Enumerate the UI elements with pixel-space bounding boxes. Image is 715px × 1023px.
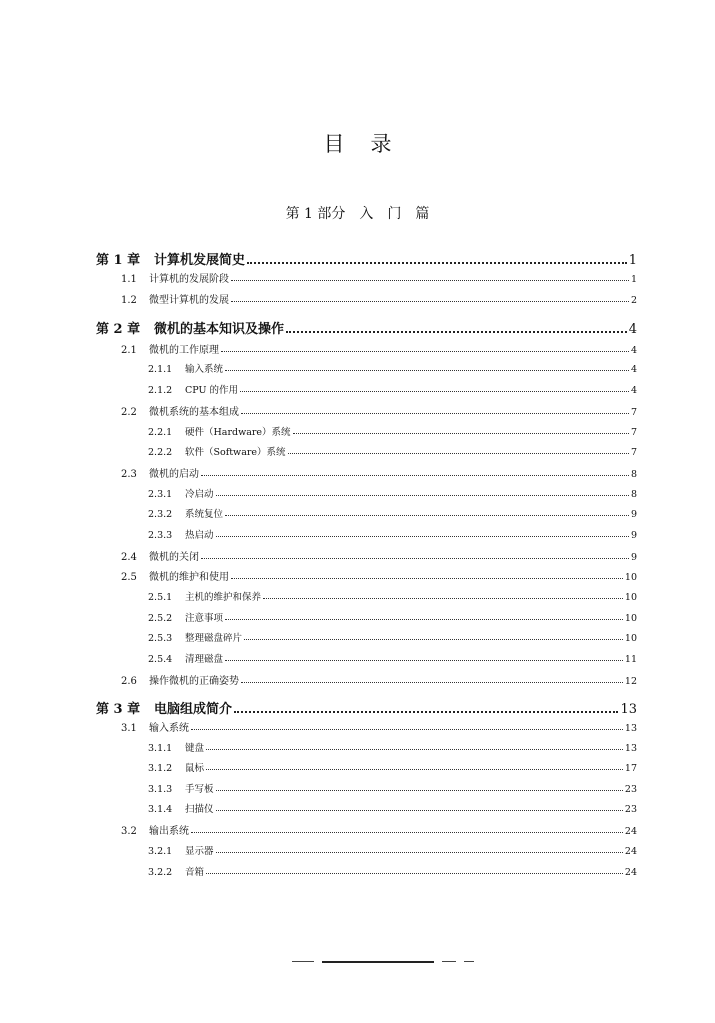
toc-entry-section xyxy=(121,822,637,837)
toc-entry-number: 2.5.2 xyxy=(148,613,173,624)
dot-leader xyxy=(221,351,629,352)
toc-entry-subsection xyxy=(148,630,637,644)
toc-entry-label: 输入系统 xyxy=(149,723,189,734)
toc-entry-label: 主机的维护和保养 xyxy=(185,592,262,603)
toc-entry-section xyxy=(121,291,637,306)
dot-leader xyxy=(231,578,623,579)
toc-entry-page: 17 xyxy=(624,763,637,774)
toc-entry-label: 微机的工作原理 xyxy=(149,345,219,356)
toc-entry-page: 9 xyxy=(630,530,637,541)
toc-entry-page: 7 xyxy=(630,427,637,438)
toc-entry-subsection xyxy=(148,361,637,375)
toc-entry-label: 计算机发展简史 xyxy=(154,253,246,268)
toc-entry-subsection xyxy=(148,506,637,520)
toc-entry-page: 4 xyxy=(630,364,637,375)
toc-entry-number: 2.5 xyxy=(121,572,137,583)
toc-entry-label: 冷启动 xyxy=(185,489,214,500)
toc-entry-page: 2 xyxy=(630,295,637,306)
toc-entry-label: 键盘 xyxy=(185,743,205,754)
dot-leader xyxy=(216,810,623,811)
toc-entry-label: 整理磁盘碎片 xyxy=(185,633,243,644)
dot-leader xyxy=(293,433,629,434)
toc-entry-label: 扫描仪 xyxy=(185,804,214,815)
toc-entry-section xyxy=(121,341,637,356)
toc-entry-subsection xyxy=(148,610,637,624)
toc-entry-number: 3.2 xyxy=(121,826,137,837)
toc-entry-subsection xyxy=(148,740,637,754)
toc-entry-label: 微机的关闭 xyxy=(149,552,199,563)
toc-entry-page: 1 xyxy=(630,274,637,285)
toc-entry-subsection xyxy=(148,801,637,815)
toc-entry-page: 1 xyxy=(628,253,637,268)
dot-leader xyxy=(201,558,629,559)
toc-entry-number: 2.1.1 xyxy=(148,364,173,375)
toc-entry-label: 微机的维护和使用 xyxy=(149,572,229,583)
toc-entry-number: 3.1.4 xyxy=(148,804,173,815)
toc-entry-section xyxy=(121,672,637,687)
toc-entry-subsection xyxy=(148,864,637,878)
toc-entry-page: 13 xyxy=(624,743,637,754)
toc-entry-label: 热启动 xyxy=(185,530,214,541)
toc-entry-page: 11 xyxy=(624,654,637,665)
toc-entry-page: 13 xyxy=(624,723,637,734)
toc-entry-page: 8 xyxy=(630,469,637,480)
toc-entry-subsection xyxy=(148,589,637,603)
toc-entry-label: 微机的基本知识及操作 xyxy=(154,322,285,337)
toc-entry-subsection xyxy=(148,843,637,857)
dot-leader xyxy=(216,495,629,496)
dot-leader xyxy=(241,682,623,683)
toc-entry-number: 第 2 章 xyxy=(96,322,141,337)
toc-entry-number: 1.2 xyxy=(121,295,137,306)
toc-entry-page: 4 xyxy=(628,322,637,337)
toc-entry-number: 2.3.1 xyxy=(148,489,173,500)
toc-entry-page: 12 xyxy=(624,676,637,687)
toc-entry-subsection xyxy=(148,781,637,795)
toc-entry-label: 微机的启动 xyxy=(149,469,199,480)
toc-entry-subsection xyxy=(148,486,637,500)
toc-entry-chapter xyxy=(96,249,637,268)
toc-entry-number: 3.1.3 xyxy=(148,784,173,795)
toc-entry-number: 2.6 xyxy=(121,676,137,687)
toc-entry-section xyxy=(121,548,637,563)
dot-leader xyxy=(225,370,629,371)
toc-entry-subsection xyxy=(148,424,637,438)
toc-entry-label: 鼠标 xyxy=(185,763,205,774)
toc-entry-number: 3.1 xyxy=(121,723,137,734)
dot-leader xyxy=(244,639,623,640)
dot-leader xyxy=(231,301,629,302)
toc-entry-section xyxy=(121,568,637,583)
dot-leader xyxy=(216,536,629,537)
toc-entry-page: 13 xyxy=(620,702,637,717)
toc-entry-page: 24 xyxy=(624,846,637,857)
toc-entry-subsection xyxy=(148,382,637,396)
dot-leader xyxy=(225,515,629,516)
toc-entry-subsection xyxy=(148,651,637,665)
toc-entry-label: 手写板 xyxy=(185,784,214,795)
toc-entry-label: 微机系统的基本组成 xyxy=(149,407,239,418)
toc-entry-label: 计算机的发展阶段 xyxy=(149,274,229,285)
toc-entry-number: 3.1.2 xyxy=(148,763,173,774)
toc-entry-page: 10 xyxy=(624,633,637,644)
toc-entry-page: 23 xyxy=(624,784,637,795)
toc-entry-page: 23 xyxy=(624,804,637,815)
page-title xyxy=(0,128,715,158)
toc-entry-page: 10 xyxy=(624,572,637,583)
dot-leader xyxy=(216,852,623,853)
toc-entry-label: 操作微机的正确姿势 xyxy=(149,676,239,687)
toc-entry-number: 1.1 xyxy=(121,274,137,285)
toc-entry-label: 音箱 xyxy=(185,867,205,878)
dot-leader xyxy=(191,832,623,833)
toc-entry-number: 2.2.1 xyxy=(148,427,173,438)
toc-entry-label: 输入系统 xyxy=(185,364,224,375)
dot-leader xyxy=(247,262,627,264)
toc-entry-subsection xyxy=(148,760,637,774)
toc-entry-label: 清理磁盘 xyxy=(185,654,224,665)
dot-leader xyxy=(234,711,618,713)
toc-entry-section xyxy=(121,465,637,480)
toc-entry-page: 8 xyxy=(630,489,637,500)
dot-leader xyxy=(225,660,623,661)
toc-entry-number: 2.4 xyxy=(121,552,137,563)
toc-entry-page: 24 xyxy=(624,867,637,878)
dot-leader xyxy=(206,749,623,750)
dot-leader xyxy=(288,453,629,454)
toc-entry-number: 2.5.4 xyxy=(148,654,173,665)
toc-entry-number: 2.2 xyxy=(121,407,137,418)
toc-entry-label: 显示器 xyxy=(185,846,214,857)
toc-entry-page: 4 xyxy=(630,345,637,356)
toc-entry-number: 第 3 章 xyxy=(96,702,141,717)
dot-leader xyxy=(206,873,623,874)
page-title-left: 目 xyxy=(323,132,345,156)
toc-entry-page: 10 xyxy=(624,592,637,603)
toc-entry-number: 2.2.2 xyxy=(148,447,173,458)
dot-leader xyxy=(240,391,629,392)
toc-entry-page: 7 xyxy=(630,407,637,418)
toc-entry-number: 第 1 章 xyxy=(96,253,141,268)
toc-entry-number: 2.5.3 xyxy=(148,633,173,644)
dot-leader xyxy=(241,413,629,414)
toc-entry-label: CPU 的作用 xyxy=(185,385,239,396)
page-title-right: 录 xyxy=(370,132,392,156)
toc-entry-subsection xyxy=(148,444,637,458)
toc-entry-number: 3.1.1 xyxy=(148,743,173,754)
dot-leader xyxy=(263,598,623,599)
part-heading: 第 1 部分 入 门 篇 xyxy=(285,206,430,222)
toc-entry-label: 软件（Software）系统 xyxy=(185,447,286,458)
toc-entry-page: 9 xyxy=(630,509,637,520)
toc-entry-section xyxy=(121,270,637,285)
toc-entry-page: 7 xyxy=(630,447,637,458)
toc-entry-page: 4 xyxy=(630,385,637,396)
toc-entry-chapter xyxy=(96,698,637,717)
toc-entry-label: 硬件（Hardware）系统 xyxy=(185,427,291,438)
dot-leader xyxy=(216,790,623,791)
bottom-decorative-rule xyxy=(292,961,478,963)
toc-entry-label: 输出系统 xyxy=(149,826,189,837)
toc-entry-label: 系统复位 xyxy=(185,509,224,520)
toc-entry-label: 电脑组成简介 xyxy=(154,702,233,717)
toc-entry-page: 24 xyxy=(624,826,637,837)
dot-leader xyxy=(231,280,629,281)
toc-entry-page: 10 xyxy=(624,613,637,624)
toc-entry-number: 2.1.2 xyxy=(148,385,173,396)
toc-entry-page: 9 xyxy=(630,552,637,563)
toc-entry-number: 3.2.1 xyxy=(148,846,173,857)
toc-entry-number: 2.3 xyxy=(121,469,137,480)
toc-entry-number: 2.3.3 xyxy=(148,530,173,541)
toc-entry-label: 微型计算机的发展 xyxy=(149,295,229,306)
dot-leader xyxy=(191,729,623,730)
toc-entry-subsection xyxy=(148,527,637,541)
toc-entry-section xyxy=(121,719,637,734)
toc-entry-number: 2.1 xyxy=(121,345,137,356)
dot-leader xyxy=(225,619,623,620)
toc-entry-number: 2.5.1 xyxy=(148,592,173,603)
dot-leader xyxy=(286,331,627,333)
dot-leader xyxy=(201,475,629,476)
dot-leader xyxy=(206,769,623,770)
toc-entry-number: 2.3.2 xyxy=(148,509,173,520)
toc-entry-label: 注意事项 xyxy=(185,613,224,624)
toc-entry-number: 3.2.2 xyxy=(148,867,173,878)
toc-entry-section xyxy=(121,403,637,418)
toc-entry-chapter xyxy=(96,318,637,337)
